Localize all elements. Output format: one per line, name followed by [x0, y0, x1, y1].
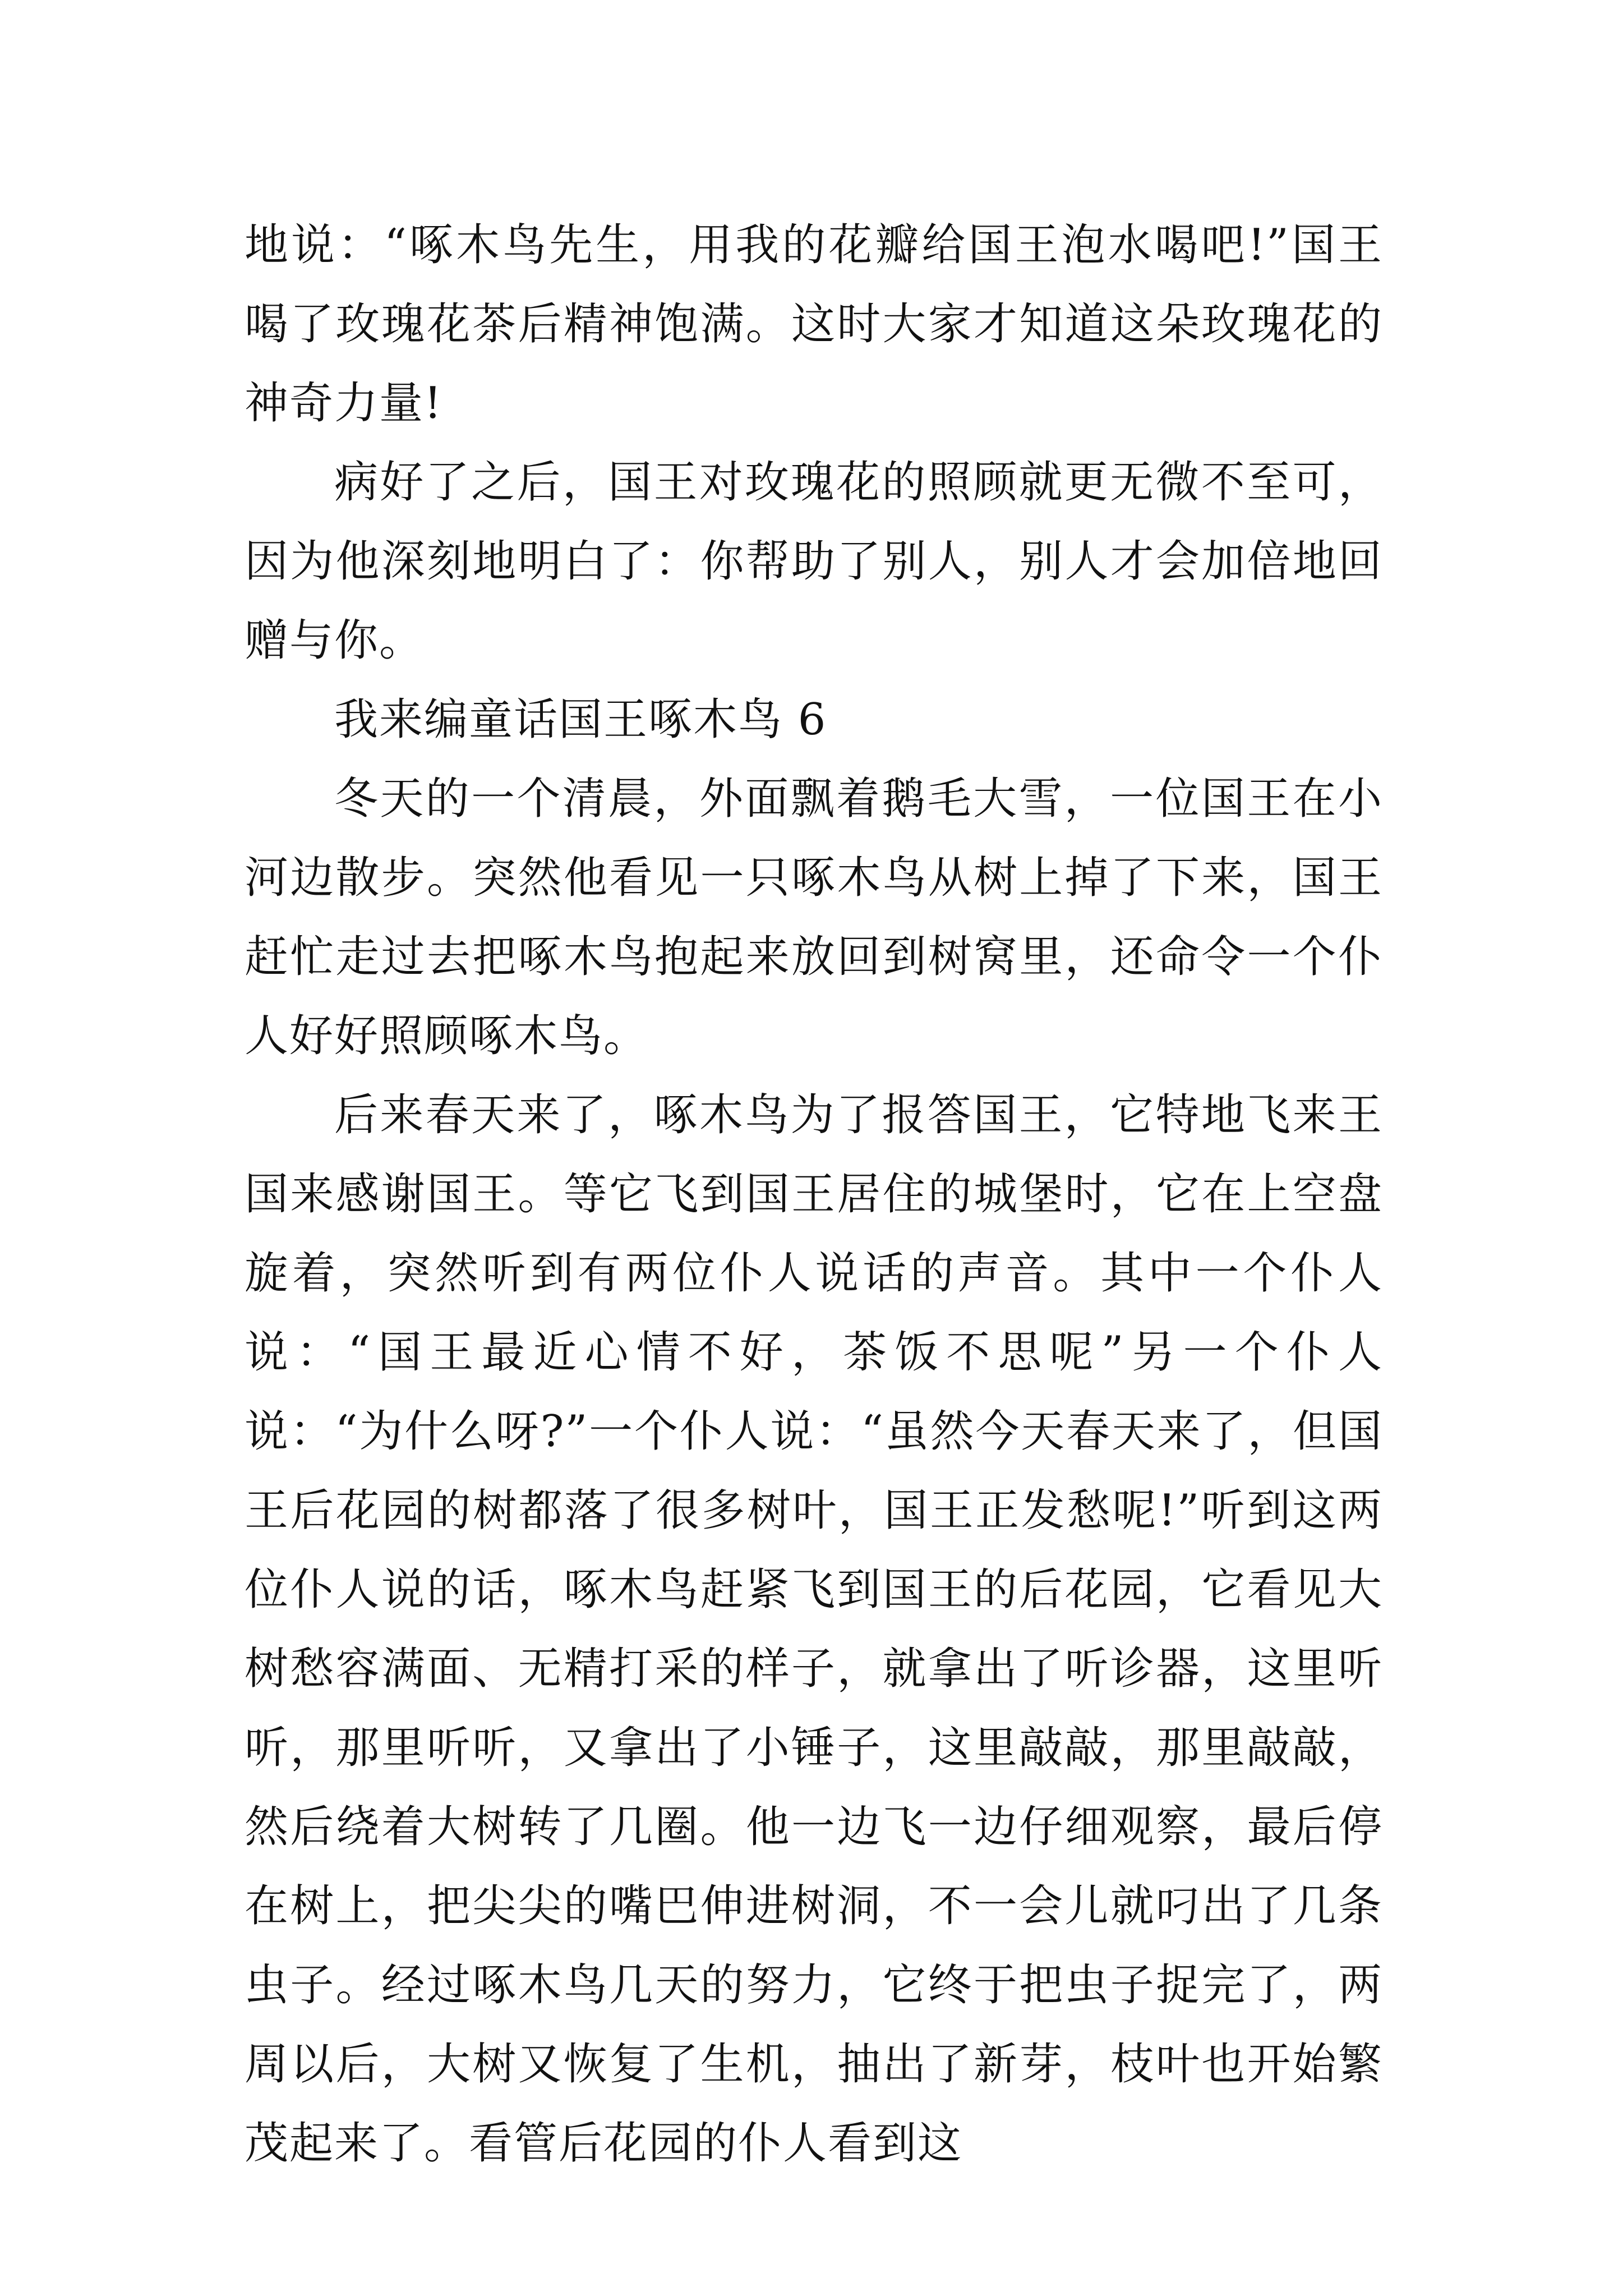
paragraph-continued: 地说：“啄木鸟先生，用我的花瓣给国王泡水喝吧!”国王喝了玫瑰花茶后精神饱满。这时大家才知道这朵玫瑰花的神奇力量! [245, 220, 1383, 429]
story-title: 我来编童话国王啄木鸟 6 [334, 694, 827, 745]
paragraph-winter-morning: 冬天的一个清晨，外面飘着鹅毛大雪，一位国王在小河边散步。突然他看见一只啄木鸟从树上掉了下来，国王赶忙走过去把啄木鸟抱起来放回到树窝里，还命令一个仆人好好照顾啄木鸟。 [245, 774, 1383, 1061]
paragraph-spring: 后来春天来了，啄木鸟为了报答国王，它特地飞来王国来感谢国王。等它飞到国王居住的城堡时，它在上空盘旋着，突然听到有两位仆人说话的声音。其中一个仆人说：“国王最近心情不好，茶饭不思呢”另一个仆人说：“为什么呀?”一个仆人说：“虽然今天春天来了，但国王后花园的树都落了很多树叶，国王正发愁呢!”听到这两位仆人说的话，啄木鸟赶紧飞到国王的后花园，它看见大树愁容满面、无精打采的样子，就拿出了听诊器，这里听听，那里听听，又拿出了小锤子，这里敲敲，那里敲敲，然后绕着大树转了几圈。他一边飞一边仔细观察，最后停在树上，把尖尖的嘴巴伸进树洞，不一会儿就叼出了几条虫子。经过啄木鸟几天的努力，它终于把虫子捉完了，两周以后，大树又恢复了生机，抽出了新芽，枝叶也开始繁茂起来了。看管后花园的仆人看到这 [245, 1090, 1383, 2169]
paragraph-recovery: 病好了之后，国王对玫瑰花的照顾就更无微不至可，因为他深刻地明白了：你帮助了别人，别人才会加倍地回赠与你。 [245, 457, 1383, 666]
document-body [245, 206, 1383, 2183]
